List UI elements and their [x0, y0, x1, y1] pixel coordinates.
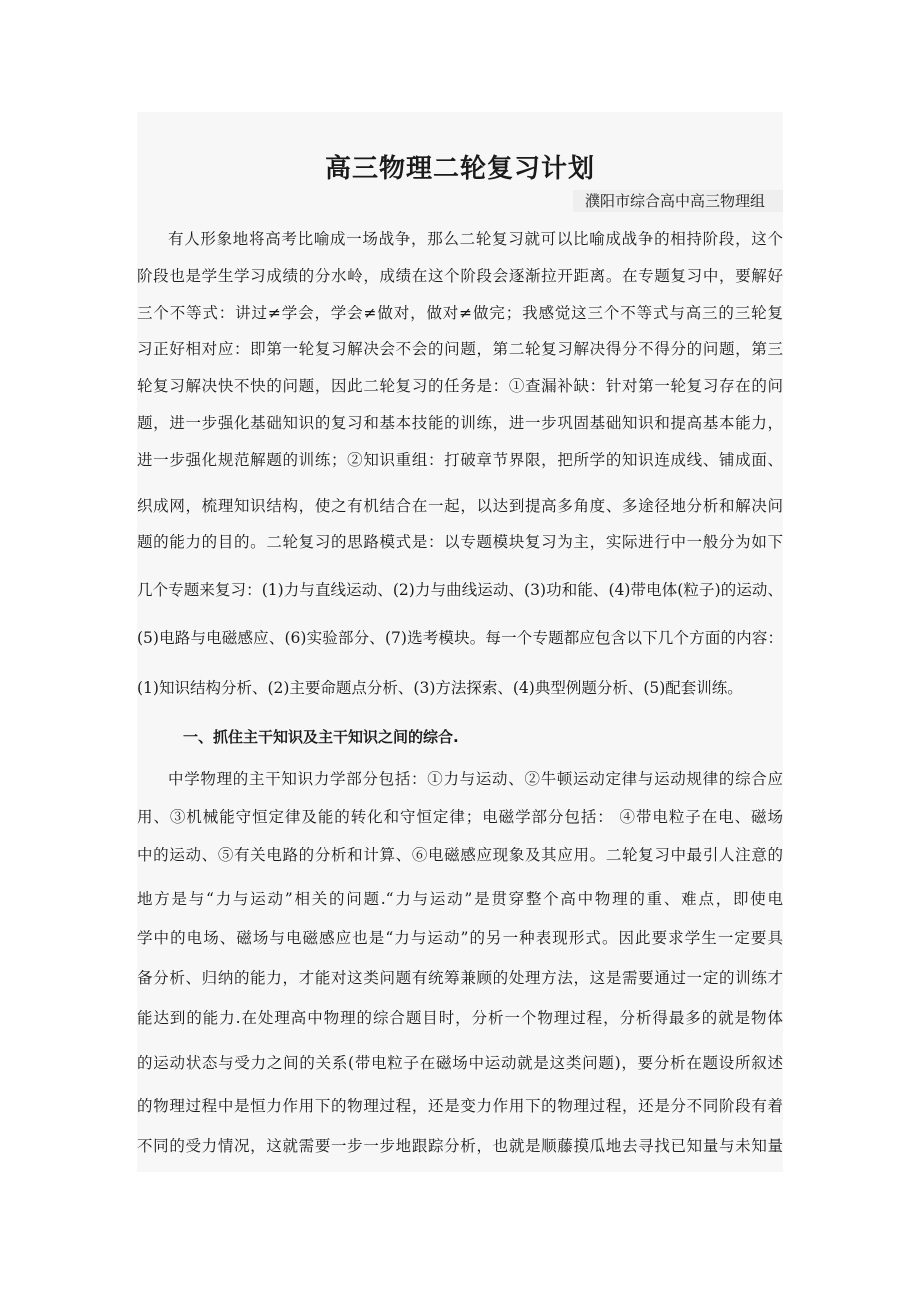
paragraph-line: 备分析、归纳的能力，才能对这类问题有统筹兼顾的处理方法，这是需要通过一定的训练才: [137, 969, 783, 987]
paragraph-line: 题的能力的目的。二轮复习的思路模式是：以专题模块复习为主，实际进行中一般分为如下: [137, 533, 783, 551]
paragraph-line: 几个专题来复习：(1)力与直线运动、(2)力与曲线运动、(3)功和能、(4)带电体(粒子)的运动、: [137, 581, 783, 599]
section-heading: 一、抓住主干知识及主干知识之间的综合.: [183, 728, 459, 746]
paragraph-line: 地方是与“力与运动”相关的问题.“力与运动”是贯穿整个高中物理的重、难点，即使电: [137, 890, 783, 908]
paragraph-line: 轮复习解决快不快的问题，因此二轮复习的任务是：①查漏补缺：针对第一轮复习存在的问: [137, 377, 783, 395]
paragraph-line: 中学物理的主干知识力学部分包括：①力与运动、②牛顿运动定律与运动规律的综合应: [168, 770, 783, 788]
paragraph-line: 学中的电场、磁场与电磁感应也是“力与运动”的另一种表现形式。因此要求学生一定要具: [137, 929, 783, 947]
paragraph-line: 习正好相对应：即第一轮复习解决会不会的问题，第二轮复习解决得分不得分的问题，第三: [137, 340, 783, 358]
paragraph-line: 三个不等式：讲过≠学会，学会≠做对，做对≠做完；我感觉这三个不等式与高三的三轮复: [137, 304, 783, 322]
paragraph-line: 能达到的能力.在处理高中物理的综合题目时，分析一个物理过程，分析得最多的就是物体: [137, 1009, 783, 1027]
paragraph-line: 有人形象地将高考比喻成一场战争，那么二轮复习就可以比喻成战争的相持阶段，这个: [168, 230, 783, 248]
paragraph-line: 不同的受力情况，这就需要一步一步地跟踪分析，也就是顺藤摸瓜地去寻找已知量与未知量: [137, 1137, 783, 1155]
paragraph-line: 中的运动、⑤有关电路的分析和计算、⑥电磁感应现象及其应用。二轮复习中最引人注意的: [137, 846, 783, 864]
paragraph-line: 题，进一步强化基础知识的复习和基本技能的训练，进一步巩固基础知识和提高基本能力，: [137, 414, 783, 432]
paragraph-line: 的物理过程中是恒力作用下的物理过程，还是变力作用下的物理过程，还是分不同阶段有着: [137, 1097, 783, 1115]
document-page: [137, 112, 783, 1172]
paragraph-line: (1)知识结构分析、(2)主要命题点分析、(3)方法探索、(4)典型例题分析、(5)配套训练。: [137, 679, 743, 697]
author-organization: 濮阳市综合高中高三物理组: [573, 190, 783, 212]
paragraph-line: 阶段也是学生学习成绩的分水岭，成绩在这个阶段会逐渐拉开距离。在专题复习中，要解好: [137, 267, 783, 285]
paragraph-line: 的运动状态与受力之间的关系(带电粒子在磁场中运动就是这类问题)，要分析在题设所叙述: [137, 1054, 783, 1072]
paragraph-line: 进一步强化规范解题的训练；②知识重组：打破章节界限，把所学的知识连成线、铺成面、: [137, 451, 783, 469]
paragraph-line: 用、③机械能守恒定律及能的转化和守恒定律；电磁学部分包括： ④带电粒子在电、磁场: [137, 808, 783, 826]
document-title: 高三物理二轮复习计划: [324, 154, 595, 184]
paragraph-line: (5)电路与电磁感应、(6)实验部分、(7)选考模块。每一个专题都应包含以下几个方面的内容：: [137, 629, 783, 647]
paragraph-line: 织成网，梳理知识结构，使之有机结合在一起，以达到提高多角度、多途径地分析和解决问: [137, 497, 783, 515]
